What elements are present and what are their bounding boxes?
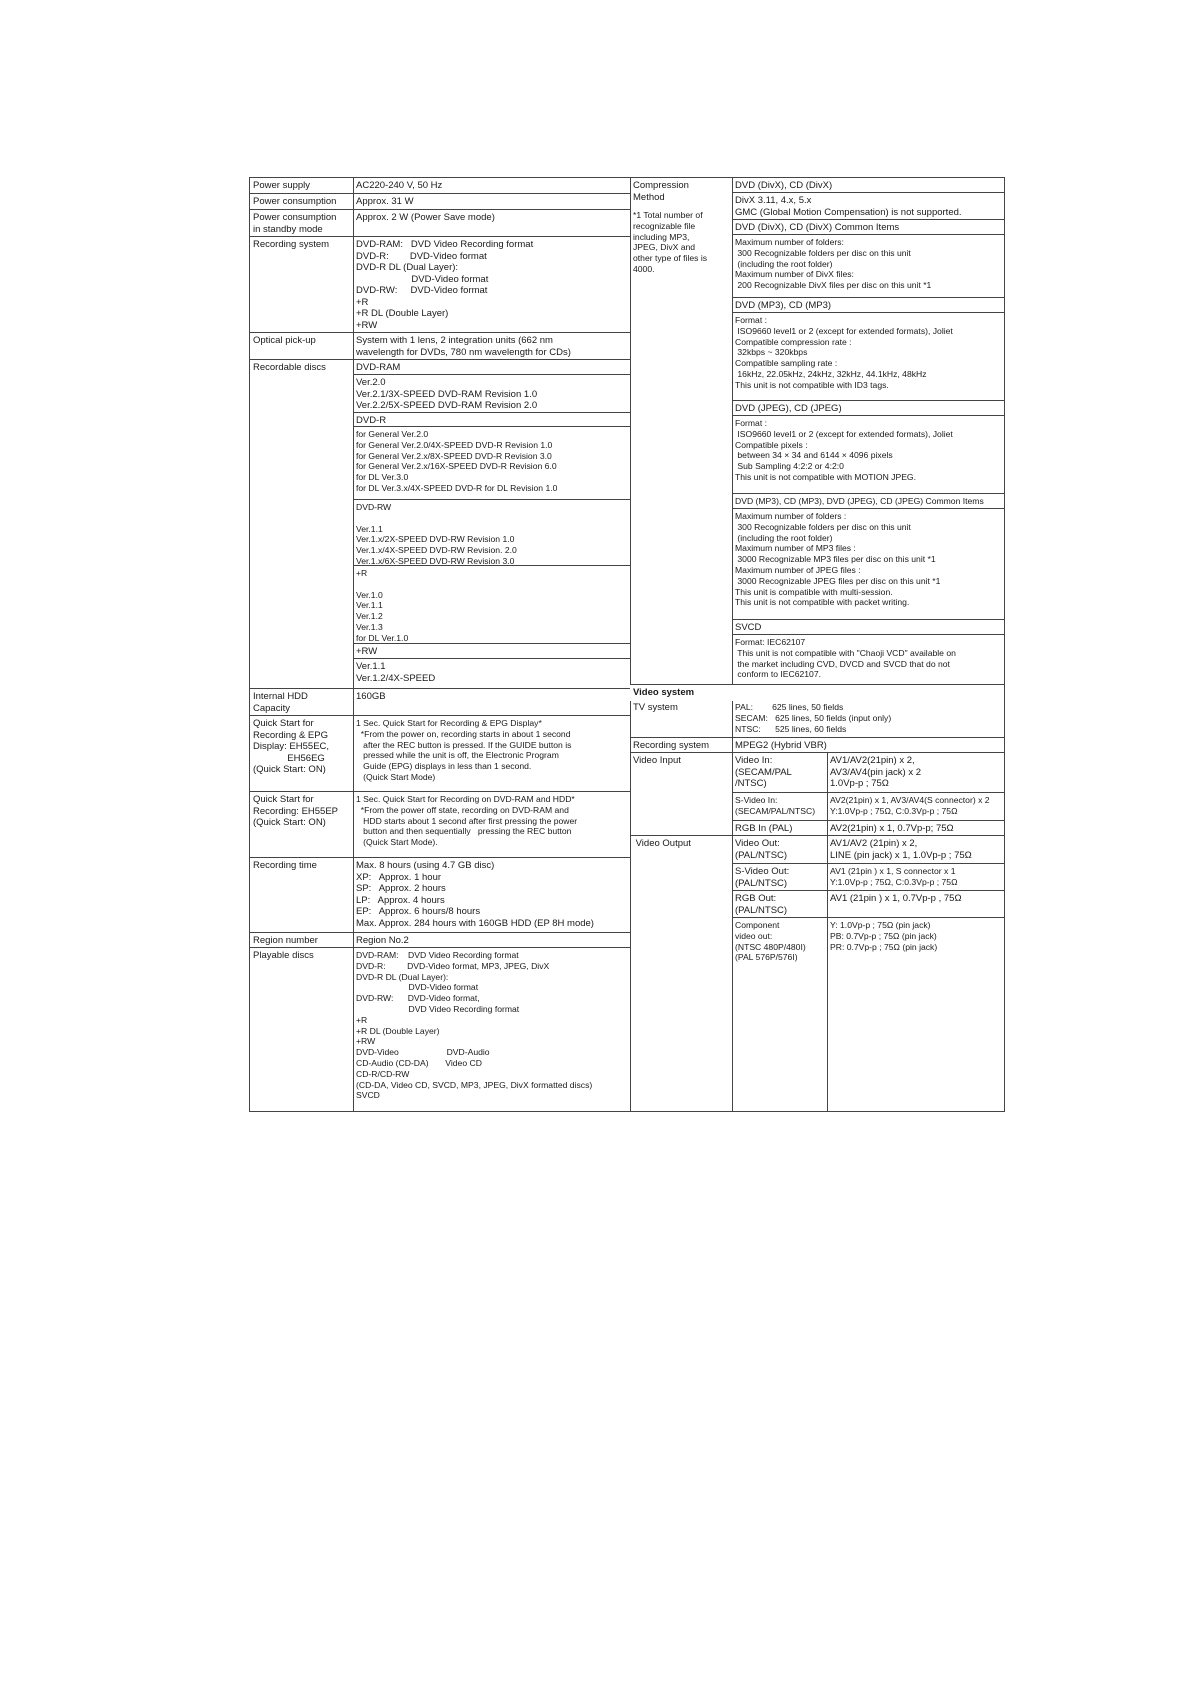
- playable-discs-row: [250, 948, 630, 1111]
- rgb-in-label: RGB In (PAL): [735, 823, 793, 834]
- svcd-heading: SVCD: [732, 620, 1004, 635]
- rgb-out-subrow: [732, 891, 1004, 918]
- hdd-capacity-value: 160GB: [356, 691, 386, 702]
- s-video-out-subrow: [732, 864, 1004, 891]
- video-system-header: Video system: [630, 685, 1004, 701]
- power-consumption-row: [250, 194, 630, 210]
- power-consumption-value: Approx. 31 W: [356, 196, 414, 207]
- hdd-capacity-row: [250, 689, 630, 716]
- optical-pickup-label: Optical pick-up: [253, 335, 316, 346]
- recordable-dvd-ram-versions: Ver.2.0 Ver.2.1/3X-SPEED DVD-RAM Revision 1.0 Ver.2.2/5X-SPEED DVD-RAM Revision 2.0: [353, 375, 630, 413]
- recordable-discs-label: Recordable discs: [253, 362, 326, 373]
- recording-system-row: [250, 237, 630, 333]
- common-items-heading: DVD (MP3), CD (MP3), DVD (JPEG), CD (JPEG) Common Items: [732, 494, 1004, 509]
- region-number-row: [250, 933, 630, 948]
- compression-footnote: *1 Total number of recognizable file including MP3, JPEG, DivX and other type of files is 4000.: [633, 210, 708, 274]
- s-video-in-value: AV2(21pin) x 1, AV3/AV4(S connector) x 2 Y:1.0Vp-p ; 75Ω, C:0.3Vp-p ; 75Ω: [830, 795, 990, 816]
- recordable-dvd-r-versions: for General Ver.2.0 for General Ver.2.0/4X-SPEED DVD-R Revision 1.0 for General Ver.2.x/8X-SPEED DVD-R Revision 3.0 for General Ver.2.x/16X-SPEED DVD-R Revision 6.0 for DL Ver.3.0 for DL Ver.3.x/4X-SPEED DVD-R for DL Revision 1.0: [353, 427, 630, 500]
- power-supply-row: [250, 178, 630, 194]
- video-in-label: Video In: (SECAM/PAL /NTSC): [735, 755, 792, 789]
- jpeg-details: Format : ISO9660 level1 or 2 (except for extended formats), Joliet Compatible pixels : between 34 × 34 and 6144 × 4096 pixels Sub Sampling 4:2:2 or 4:2:0 This unit is not compatible with MOTION JPEG.: [732, 416, 1004, 494]
- quick-start-rec-label: Quick Start for Recording: EH55EP (Quick Start: ON): [253, 794, 339, 828]
- compression-method-row: [630, 178, 1004, 685]
- recordable-plus-rw-versions: Ver.1.1 Ver.1.2/4X-SPEED: [356, 661, 436, 684]
- video-out-subrow: [732, 836, 1004, 864]
- recording-system-row-right: [630, 738, 1004, 753]
- right-spec-column: [630, 178, 1004, 1111]
- playable-discs-value: DVD-RAM: DVD Video Recording format DVD-R: DVD-Video format, MP3, JPEG, DivX DVD-R DL (Dual Layer): DVD-Video format DVD-RW: DVD-Video format, DVD Video Recording format +R +R DL (Double Layer) +RW DVD-Video DVD-Audio CD-Audio (CD-DA) Video CD CD-R/CD-RW (CD-DA, Video CD, SVCD, MP3, JPEG, DivX formatted discs) SVCD: [356, 950, 593, 1101]
- jpeg-heading: DVD (JPEG), CD (JPEG): [732, 401, 1004, 416]
- rgb-out-value: AV1 (21pin ) x 1, 0.7Vp-p , 75Ω: [830, 893, 962, 904]
- quick-start-epg-label: Quick Start for Recording & EPG Display: EH55EC, EH56EG (Quick Start: ON): [253, 718, 330, 775]
- power-standby-label: Power consumption in standby mode: [253, 212, 337, 235]
- quick-start-rec-row: [250, 792, 630, 858]
- recordable-plus-rw-heading: +RW: [353, 644, 630, 659]
- s-video-out-label: S-Video Out: (PAL/NTSC): [735, 866, 790, 889]
- power-supply-label: Power supply: [253, 180, 311, 191]
- common-items-details: Maximum number of folders : 300 Recognizable folders per disc on this unit (including the root folder) Maximum number of MP3 files : 3000 Recognizable MP3 files per disc on this unit *1 Maximum number of JPEG files : 3000 Recognizable JPEG files per disc on this unit *1 This unit is compatible with multi-session. This unit is not compatible with packet writing.: [732, 509, 1004, 620]
- recording-time-row: [250, 858, 630, 933]
- s-video-in-label: S-Video In: (SECAM/PAL/NTSC): [735, 795, 816, 816]
- recordable-dvd-rw-versions: DVD-RW Ver.1.1 Ver.1.x/2X-SPEED DVD-RW Revision 1.0 Ver.1.x/4X-SPEED DVD-RW Revision. 2.0 Ver.1.x/6X-SPEED DVD-RW Revision 3.0: [353, 500, 630, 566]
- component-out-value: Y: 1.0Vp-p ; 75Ω (pin jack) PB: 0.7Vp-p ; 75Ω (pin jack) PR: 0.7Vp-p ; 75Ω (pin jack): [830, 920, 938, 952]
- recording-system-label: Recording system: [253, 239, 330, 250]
- rgb-in-subrow: [732, 821, 1004, 836]
- video-in-subrow: [732, 753, 1004, 793]
- component-out-subrow: [732, 918, 1004, 1111]
- tv-system-value: PAL: 625 lines, 50 fields SECAM: 625 lines, 50 fields (input only) NTSC: 525 lines, 60 fields: [735, 702, 892, 734]
- divx-common-items: Maximum number of folders: 300 Recognizable folders per disc on this unit (including the root folder) Maximum number of DivX files: 200 Recognizable DivX files per disc on this unit *1: [732, 235, 1004, 298]
- optical-pickup-row: [250, 333, 630, 360]
- video-output-label: Video Output: [633, 838, 691, 849]
- region-number-label: Region number: [253, 935, 318, 946]
- mp3-details: Format : ISO9660 level1 or 2 (except for extended formats), Joliet Compatible compression rate : 32kbps ~ 320kbps Compatible sampling rate : 16kHz, 22.05kHz, 24kHz, 32kHz, 44.1kHz, 48kHz This unit is not compatible with ID3 tags.: [732, 313, 1004, 401]
- tv-system-label: TV system: [633, 702, 678, 713]
- power-consumption-label: Power consumption: [253, 196, 337, 207]
- video-out-value: AV1/AV2 (21pin) x 2, LINE (pin jack) x 1, 1.0Vp-p ; 75Ω: [830, 838, 972, 861]
- video-output-row: [630, 836, 1004, 1111]
- quick-start-epg-row: [250, 716, 630, 792]
- playable-discs-label: Playable discs: [253, 950, 314, 961]
- hdd-capacity-label: Internal HDD Capacity: [253, 691, 308, 714]
- compression-method-label: Compression Method: [633, 180, 689, 203]
- recording-time-label: Recording time: [253, 860, 317, 871]
- rgb-in-value: AV2(21pin) x 1, 0.7Vp-p; 75Ω: [830, 823, 954, 834]
- divx-common-heading: DVD (DivX), CD (DivX) Common Items: [732, 220, 1004, 235]
- power-supply-value: AC220-240 V, 50 Hz: [356, 180, 443, 191]
- optical-pickup-value: System with 1 lens, 2 integration units (662 nm wavelength for DVDs, 780 nm wavelength for CDs): [356, 335, 571, 358]
- mp3-heading: DVD (MP3), CD (MP3): [732, 298, 1004, 313]
- power-standby-row: [250, 210, 630, 237]
- s-video-out-value: AV1 (21pin ) x 1, S connector x 1 Y:1.0Vp-p ; 75Ω, C:0.3Vp-p ; 75Ω: [830, 866, 958, 887]
- spec-table: [249, 177, 1005, 1112]
- video-system-header-row: [630, 685, 1004, 700]
- component-out-label: Component video out: (NTSC 480P/480I) (PAL 576P/576I): [735, 920, 806, 963]
- tv-system-row: [630, 700, 1004, 738]
- recording-system-value: DVD-RAM: DVD Video Recording format DVD-R: DVD-Video format DVD-R DL (Dual Layer): DVD-Video format DVD-RW: DVD-Video format +R +R DL (Double Layer) +RW: [356, 239, 534, 331]
- video-input-label: Video Input: [633, 755, 681, 766]
- svcd-details: Format: IEC62107 This unit is not compatible with "Chaoji VCD" available on the market including CVD, DVCD and SVCD that do not conform to IEC62107.: [735, 637, 956, 680]
- divx-heading: DVD (DivX), CD (DivX): [732, 178, 1004, 193]
- recordable-dvd-ram-heading: DVD-RAM: [353, 360, 630, 375]
- region-number-value: Region No.2: [356, 935, 409, 946]
- left-spec-column: [250, 178, 631, 1111]
- power-standby-value: Approx. 2 W (Power Save mode): [356, 212, 495, 223]
- video-input-row: [630, 753, 1004, 836]
- s-video-in-subrow: [732, 793, 1004, 821]
- quick-start-rec-value: 1 Sec. Quick Start for Recording on DVD-RAM and HDD* *From the power off state, recording on DVD-RAM and HDD starts about 1 second after first pressing the power button and then sequentially pressing the REC button (Quick Start Mode).: [356, 794, 578, 848]
- recordable-dvd-r-heading: DVD-R: [353, 413, 630, 427]
- divx-versions: DivX 3.11, 4.x, 5.x GMC (Global Motion Compensation) is not supported.: [732, 193, 1004, 220]
- rgb-out-label: RGB Out: (PAL/NTSC): [735, 893, 788, 916]
- quick-start-epg-value: 1 Sec. Quick Start for Recording & EPG Display* *From the power on, recording starts in about 1 second after the REC button is pressed. If the GUIDE button is pressed while the unit is off, the Electronic Program Guide (EPG) displays in less than 1 second. (Quick Start Mode): [356, 718, 572, 782]
- recordable-discs-row: [250, 360, 630, 689]
- video-out-label: Video Out: (PAL/NTSC): [735, 838, 788, 861]
- recordable-plus-r-versions: +R Ver.1.0 Ver.1.1 Ver.1.2 Ver.1.3 for DL Ver.1.0: [353, 566, 630, 644]
- recording-time-value: Max. 8 hours (using 4.7 GB disc) XP: Approx. 1 hour SP: Approx. 2 hours LP: Approx. 4 hours EP: Approx. 6 hours/8 hours Max. Approx. 284 hours with 160GB HDD (EP 8H mode): [356, 860, 594, 929]
- recording-system-label-right: Recording system: [633, 740, 710, 751]
- recording-system-value-right: MPEG2 (Hybrid VBR): [735, 740, 827, 751]
- video-in-value: AV1/AV2(21pin) x 2, AV3/AV4(pin jack) x 2 1.0Vp-p ; 75Ω: [830, 755, 921, 789]
